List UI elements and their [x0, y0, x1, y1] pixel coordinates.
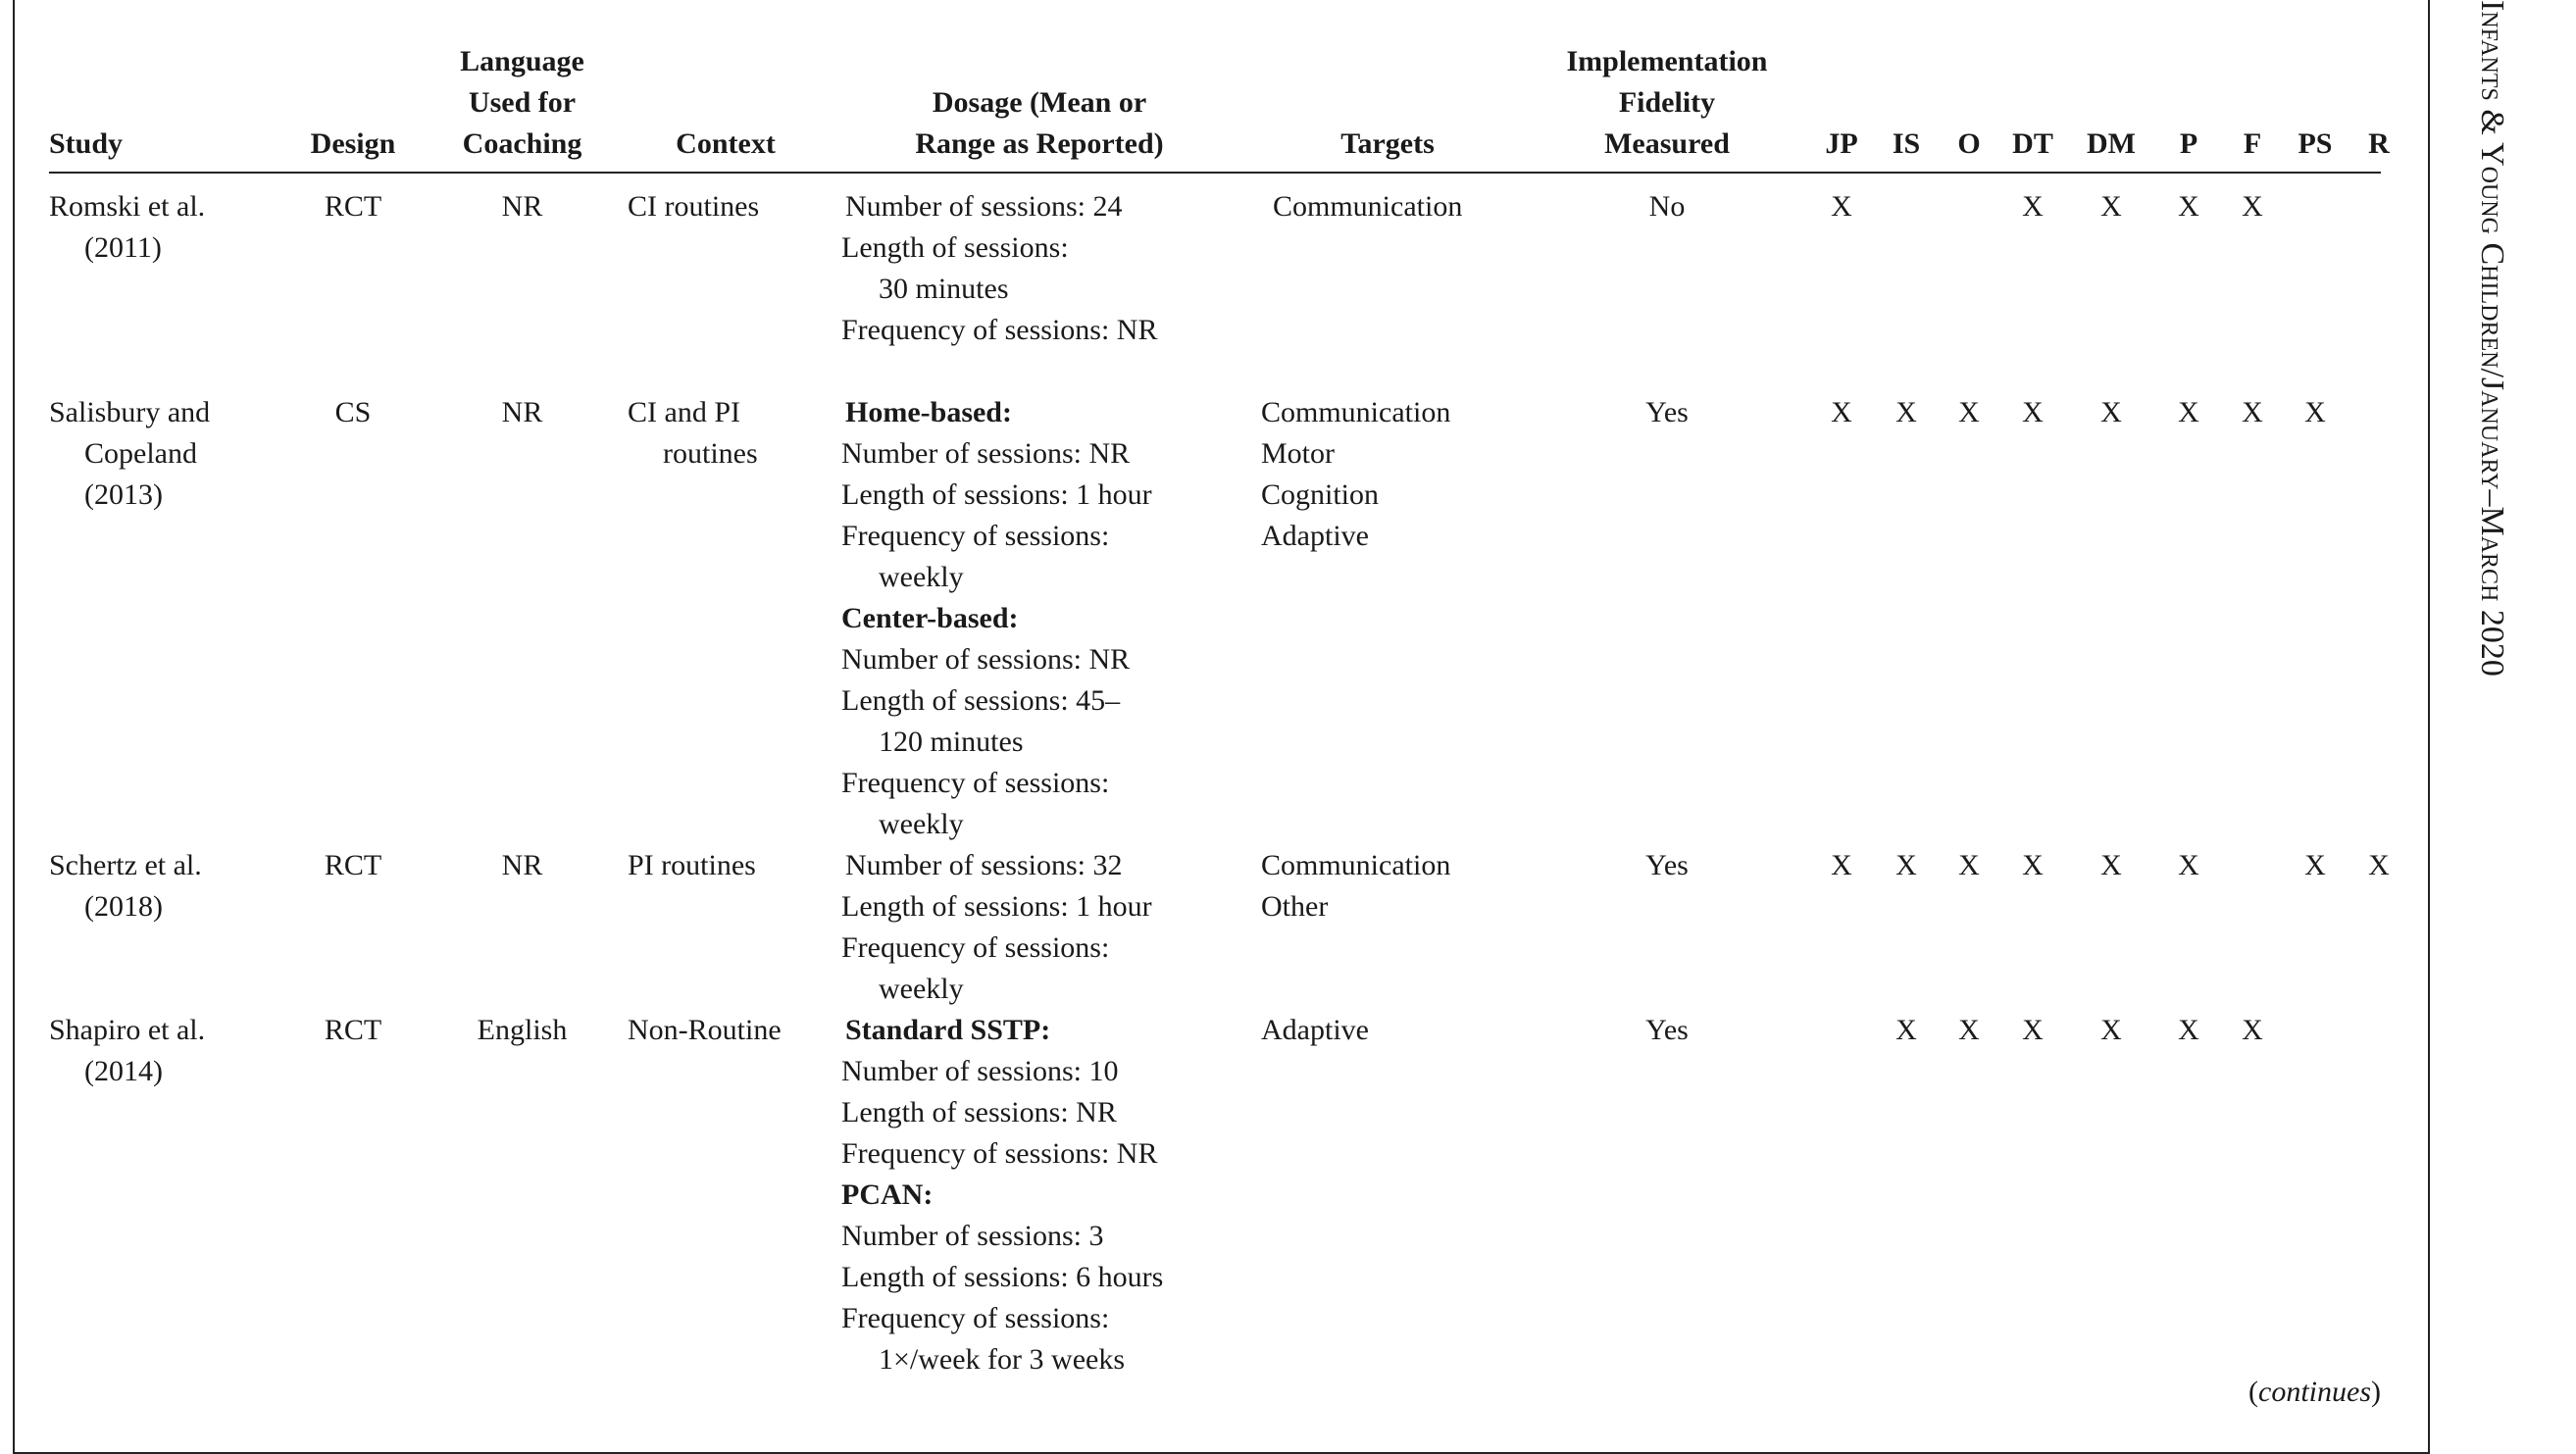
header-dm: DM [2087, 127, 2136, 160]
row3-dosage-3: Frequency of sessions: [841, 931, 1110, 964]
row3-dosage-4: weekly [879, 973, 964, 1005]
continues-note: (continues) [2248, 1376, 2381, 1408]
row3-mark-ps: X [2304, 849, 2326, 881]
row2-dosage-10: Frequency of sessions: [841, 767, 1110, 799]
row4-mark-f: X [2242, 1014, 2263, 1046]
row2-mark-is: X [1895, 396, 1917, 428]
row4-study-2: (2014) [84, 1055, 163, 1087]
row2-targets-1: Communication [1261, 396, 1451, 428]
row4-mark-dm: X [2100, 1014, 2122, 1046]
header-language-1: Language [460, 45, 584, 77]
row1-dosage-1: Number of sessions: 24 [845, 190, 1123, 223]
row2-mark-ps: X [2304, 396, 2326, 428]
row4-mark-dt: X [2022, 1014, 2044, 1046]
row2-targets-3: Cognition [1261, 478, 1380, 511]
row2-study-2: Copeland [84, 437, 197, 470]
row4-dosage-1: Standard SSTP: [845, 1014, 1051, 1046]
row2-design: CS [334, 396, 372, 428]
row1-mark-p: X [2178, 190, 2199, 223]
row4-fidelity: Yes [1645, 1014, 1689, 1046]
row1-targets-1: Communication [1273, 190, 1463, 223]
row4-language: English [477, 1014, 568, 1046]
row2-dosage-8: Length of sessions: 45– [841, 684, 1121, 717]
row3-context-1: PI routines [628, 849, 756, 881]
header-jp: JP [1825, 127, 1858, 160]
row2-dosage-1: Home-based: [845, 396, 1012, 428]
header-p: P [2179, 127, 2198, 160]
header-dosage-1: Dosage (Mean or [932, 86, 1147, 119]
running-head: Infants & Young Children/January–March 2020 [2474, 0, 2510, 677]
header-dosage-2: Range as Reported) [915, 127, 1164, 160]
row4-dosage-7: Length of sessions: 6 hours [841, 1261, 1164, 1293]
row1-mark-f: X [2242, 190, 2263, 223]
header-language-2: Used for [468, 86, 577, 119]
row3-dosage-1: Number of sessions: 32 [845, 849, 1123, 881]
header-targets: Targets [1340, 127, 1435, 160]
row2-targets-2: Motor [1261, 437, 1335, 470]
row4-mark-o: X [1958, 1014, 1980, 1046]
row3-fidelity: Yes [1645, 849, 1689, 881]
row2-dosage-6: Center-based: [841, 602, 1019, 634]
row1-fidelity: No [1648, 190, 1686, 223]
row3-targets-1: Communication [1261, 849, 1451, 881]
row3-mark-p: X [2178, 849, 2199, 881]
row3-mark-dt: X [2022, 849, 2044, 881]
row1-dosage-4: Frequency of sessions: NR [841, 314, 1158, 346]
row2-dosage-9: 120 minutes [879, 726, 1024, 758]
row2-context-1: CI and PI [628, 396, 740, 428]
header-fidelity-1: Implementation [1566, 45, 1768, 77]
row1-context-1: CI routines [628, 190, 760, 223]
row2-dosage-7: Number of sessions: NR [841, 643, 1131, 676]
row3-targets-2: Other [1261, 890, 1329, 923]
row4-dosage-2: Number of sessions: 10 [841, 1055, 1119, 1087]
row2-mark-jp: X [1831, 396, 1852, 428]
row2-dosage-2: Number of sessions: NR [841, 437, 1131, 470]
header-context: Context [676, 127, 776, 160]
row2-targets-4: Adaptive [1261, 520, 1369, 552]
row3-study-1: Schertz et al. [49, 849, 202, 881]
header-rule [49, 172, 2381, 174]
row4-targets-1: Adaptive [1261, 1014, 1369, 1046]
header-fidelity-3: Measured [1604, 127, 1730, 160]
row3-mark-o: X [1958, 849, 1980, 881]
row4-mark-is: X [1895, 1014, 1917, 1046]
row3-dosage-2: Length of sessions: 1 hour [841, 890, 1152, 923]
row4-dosage-4: Frequency of sessions: NR [841, 1137, 1158, 1170]
row2-mark-o: X [1958, 396, 1980, 428]
row1-mark-dt: X [2022, 190, 2044, 223]
row2-dosage-11: weekly [879, 808, 964, 840]
row3-mark-dm: X [2100, 849, 2122, 881]
row4-context-1: Non-Routine [628, 1014, 782, 1046]
row2-dosage-5: weekly [879, 561, 964, 593]
row3-mark-is: X [1895, 849, 1917, 881]
row2-language: NR [501, 396, 543, 428]
row4-dosage-9: 1×/week for 3 weeks [879, 1343, 1126, 1376]
row2-dosage-4: Frequency of sessions: [841, 520, 1110, 552]
row1-design: RCT [324, 190, 382, 223]
row2-context-2: routines [663, 437, 758, 470]
row4-mark-p: X [2178, 1014, 2199, 1046]
row4-dosage-3: Length of sessions: NR [841, 1096, 1117, 1128]
row2-mark-f: X [2242, 396, 2263, 428]
row2-fidelity: Yes [1645, 396, 1689, 428]
row2-mark-dt: X [2022, 396, 2044, 428]
row1-language: NR [501, 190, 543, 223]
row1-dosage-2: Length of sessions: [841, 231, 1069, 264]
row2-mark-p: X [2178, 396, 2199, 428]
header-fidelity-2: Fidelity [1618, 86, 1716, 119]
row2-dosage-3: Length of sessions: 1 hour [841, 478, 1152, 511]
header-ps: PS [2298, 127, 2333, 160]
header-language-3: Coaching [462, 127, 582, 160]
row1-study-1: Romski et al. [49, 190, 206, 223]
row4-design: RCT [324, 1014, 382, 1046]
row1-dosage-3: 30 minutes [879, 273, 1009, 305]
row3-mark-r: X [2368, 849, 2390, 881]
header-dt: DT [2012, 127, 2053, 160]
row1-mark-jp: X [1831, 190, 1852, 223]
row2-study-3: (2013) [84, 478, 163, 511]
header-study: Study [49, 127, 124, 160]
row3-language: NR [501, 849, 543, 881]
row3-study-2: (2018) [84, 890, 163, 923]
continues-text: continues [2258, 1376, 2371, 1408]
row1-mark-dm: X [2100, 190, 2122, 223]
header-r: R [2368, 127, 2390, 160]
row1-study-2: (2011) [84, 231, 162, 264]
row4-study-1: Shapiro et al. [49, 1014, 206, 1046]
row2-mark-dm: X [2100, 396, 2122, 428]
header-o: O [1957, 127, 1981, 160]
header-f: F [2243, 127, 2262, 160]
row3-mark-jp: X [1831, 849, 1852, 881]
row4-dosage-5: PCAN: [841, 1178, 934, 1211]
row4-dosage-8: Frequency of sessions: [841, 1302, 1110, 1334]
header-design: Design [310, 127, 396, 160]
header-is: IS [1892, 127, 1921, 160]
row2-study-1: Salisbury and [49, 396, 211, 428]
row4-dosage-6: Number of sessions: 3 [841, 1220, 1104, 1252]
row3-design: RCT [324, 849, 382, 881]
